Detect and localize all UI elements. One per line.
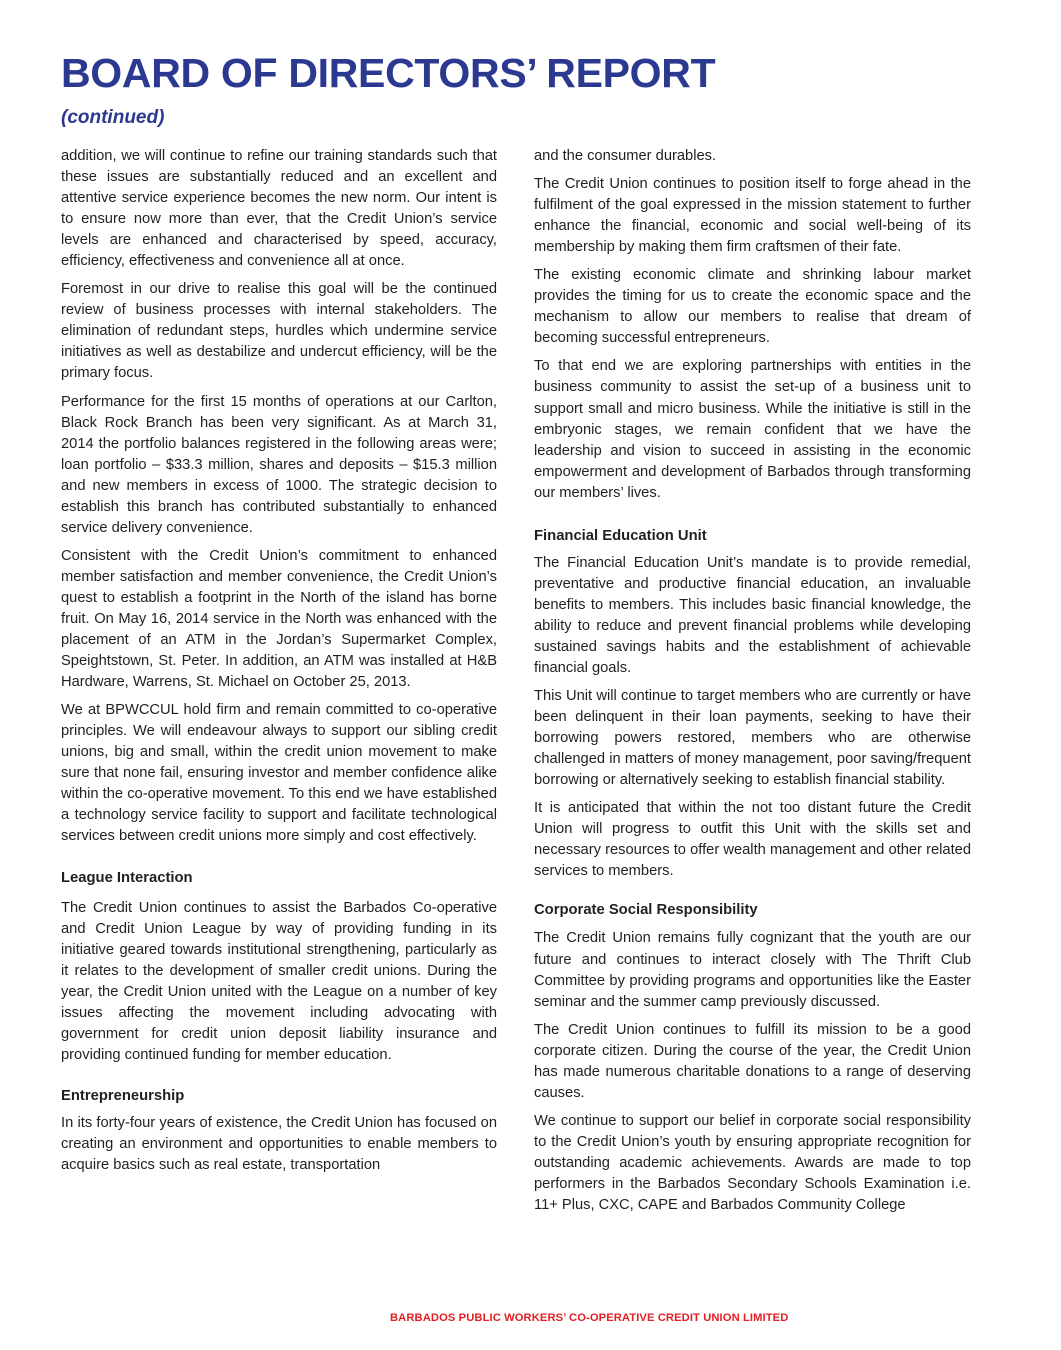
paragraph: To that end we are exploring partnerships with entities in the business community to assist the set-up of a business unit to support small and micro business. While the initiative is still in the embryonic stages, we remain confident that we have the leadership and vision to succeed in assisting in the economic empowerment and development of Barbados through transforming our members’ lives. (534, 358, 971, 501)
page-title: BOARD OF DIRECTORS’ REPORT (61, 50, 716, 96)
paragraph: This Unit will continue to target members who are currently or have been delinquent in their loan payments, seeking to have their borrowing powers restored, members who are otherwise challenged in matters of money management, poor saving/frequent borrowing or alternatively seeking to establish financial stability. (534, 688, 971, 789)
paragraph: The Credit Union continues to fulfill its mission to be a good corporate citizen. During the course of the year, the Credit Union has made numerous charitable donations to a range of deserving causes. (534, 1021, 971, 1101)
right-column (534, 146, 971, 1223)
page-subtitle: (continued) (61, 107, 165, 128)
paragraph: The Credit Union continues to position itself to forge ahead in the fulfilment of the goal expressed in the mission statement to further enhance the financial, economic and social well-being of its membership by making them firm craftsmen of their fate. (534, 176, 971, 256)
paragraph: The existing economic climate and shrinking labour market provides the timing for us to create the economic space and the mechanism to allow our members to realise that dream of becoming successful entrepreneurs. (534, 267, 971, 347)
paragraph: addition, we will continue to refine our training standards such that these issues are substantially reduced and an excellent and attentive service experience becomes the new norm. Our intent is to ensure now more than ever, that the Credit Union’s service levels are enhanced and characterised by speed, accuracy, efficiency, effectiveness and convenience all at once. (61, 148, 497, 270)
paragraph: In its forty-four years of existence, the Credit Union has focused on creating an environment and opportunities to enable members to acquire basics such as real estate, transportation (61, 1114, 497, 1173)
section-heading-financial-education-unit: Financial Education Unit (534, 527, 707, 544)
paragraph: It is anticipated that within the not too distant future the Credit Union will progress to outfit this Unit with the skills set and necessary resources to offer wealth management and other related services to members. (534, 800, 971, 880)
paragraph: The Credit Union remains fully cognizant that the youth are our future and continues to interact closely with The Thrift Club Committee by providing programs and opportunities like the Easter seminar and the summer camp previously discussed. (534, 930, 971, 1010)
section-heading-league-interaction: League Interaction (61, 869, 193, 886)
left-column (61, 146, 497, 1183)
section-heading-corporate-social-responsibility: Corporate Social Responsibility (534, 902, 758, 919)
paragraph: Performance for the first 15 months of operations at our Carlton, Black Rock Branch has been very significant. As at March 31, 2014 the portfolio balances registered in the following areas were; loan portfolio – $33.3 million, shares and deposits – $15.3 million and new members in excess of 1000. The strategic decision to establish this branch has contributed substantially to enhanced service delivery convenience. (61, 393, 497, 536)
paragraph: The Credit Union continues to assist the Barbados Co-operative and Credit Union League by way of providing funding in its initiative geared towards institutional strengthening, particularly as it relates to the development of smaller credit unions. During the year, the Credit Union united with the League on a number of key issues affecting the movement including advocating with government for credit union deposit liability insurance and providing continued funding for member education. (61, 899, 497, 1063)
paragraph: Foremost in our drive to realise this goal will be the continued review of business processes with internal stakeholders. The elimination of redundant steps, hurdles which undermine service initiatives as well as destabilize and undercut efficiency, will be the primary focus. (61, 281, 497, 382)
paragraph: and the consumer durables. (534, 148, 717, 164)
paragraph: Consistent with the Credit Union’s commitment to enhanced member satisfaction and member convenience, the Credit Union’s quest to establish a footprint in the North of the island has borne fruit. On May 16, 2014 service in the North was enhanced with the placement of an ATM in the Jordan’s Supermarket Complex, Speightstown, St. Peter. In addition, an ATM was installed at H&B Hardware, Warrens, St. Michael on October 25, 2013. (61, 547, 497, 691)
page-footer: BARBADOS PUBLIC WORKERS’ CO-OPERATIVE CREDIT UNION LIMITED (390, 1312, 789, 1324)
paragraph: We continue to support our belief in corporate social responsibility to the Credit Union’s youth by ensuring appropriate recognition for outstanding academic achievements. Awards are made to top performers in the Barbados Secondary Schools Examination i.e. 11+ Plus, CXC, CAPE and Barbados Community College (534, 1112, 971, 1214)
section-heading-entrepreneurship: Entrepreneurship (61, 1087, 185, 1104)
paragraph: We at BPWCCUL hold firm and remain committed to co-operative principles. We will endeavour always to support our sibling credit unions, big and small, within the credit union movement to make sure that none fail, ensuring investor and member confidence alike within the co-operative movement. To this end we have established a technology service facility to support and facilitate technological services between credit unions more simply and cost effectively. (61, 702, 497, 845)
paragraph: The Financial Education Unit’s mandate is to provide remedial, preventative and productive financial education, an invaluable benefits to members. This includes basic financial knowledge, the ability to reduce and prevent financial problems while developing sustained savings habits and the establishment of achievable financial goals. (534, 554, 971, 676)
